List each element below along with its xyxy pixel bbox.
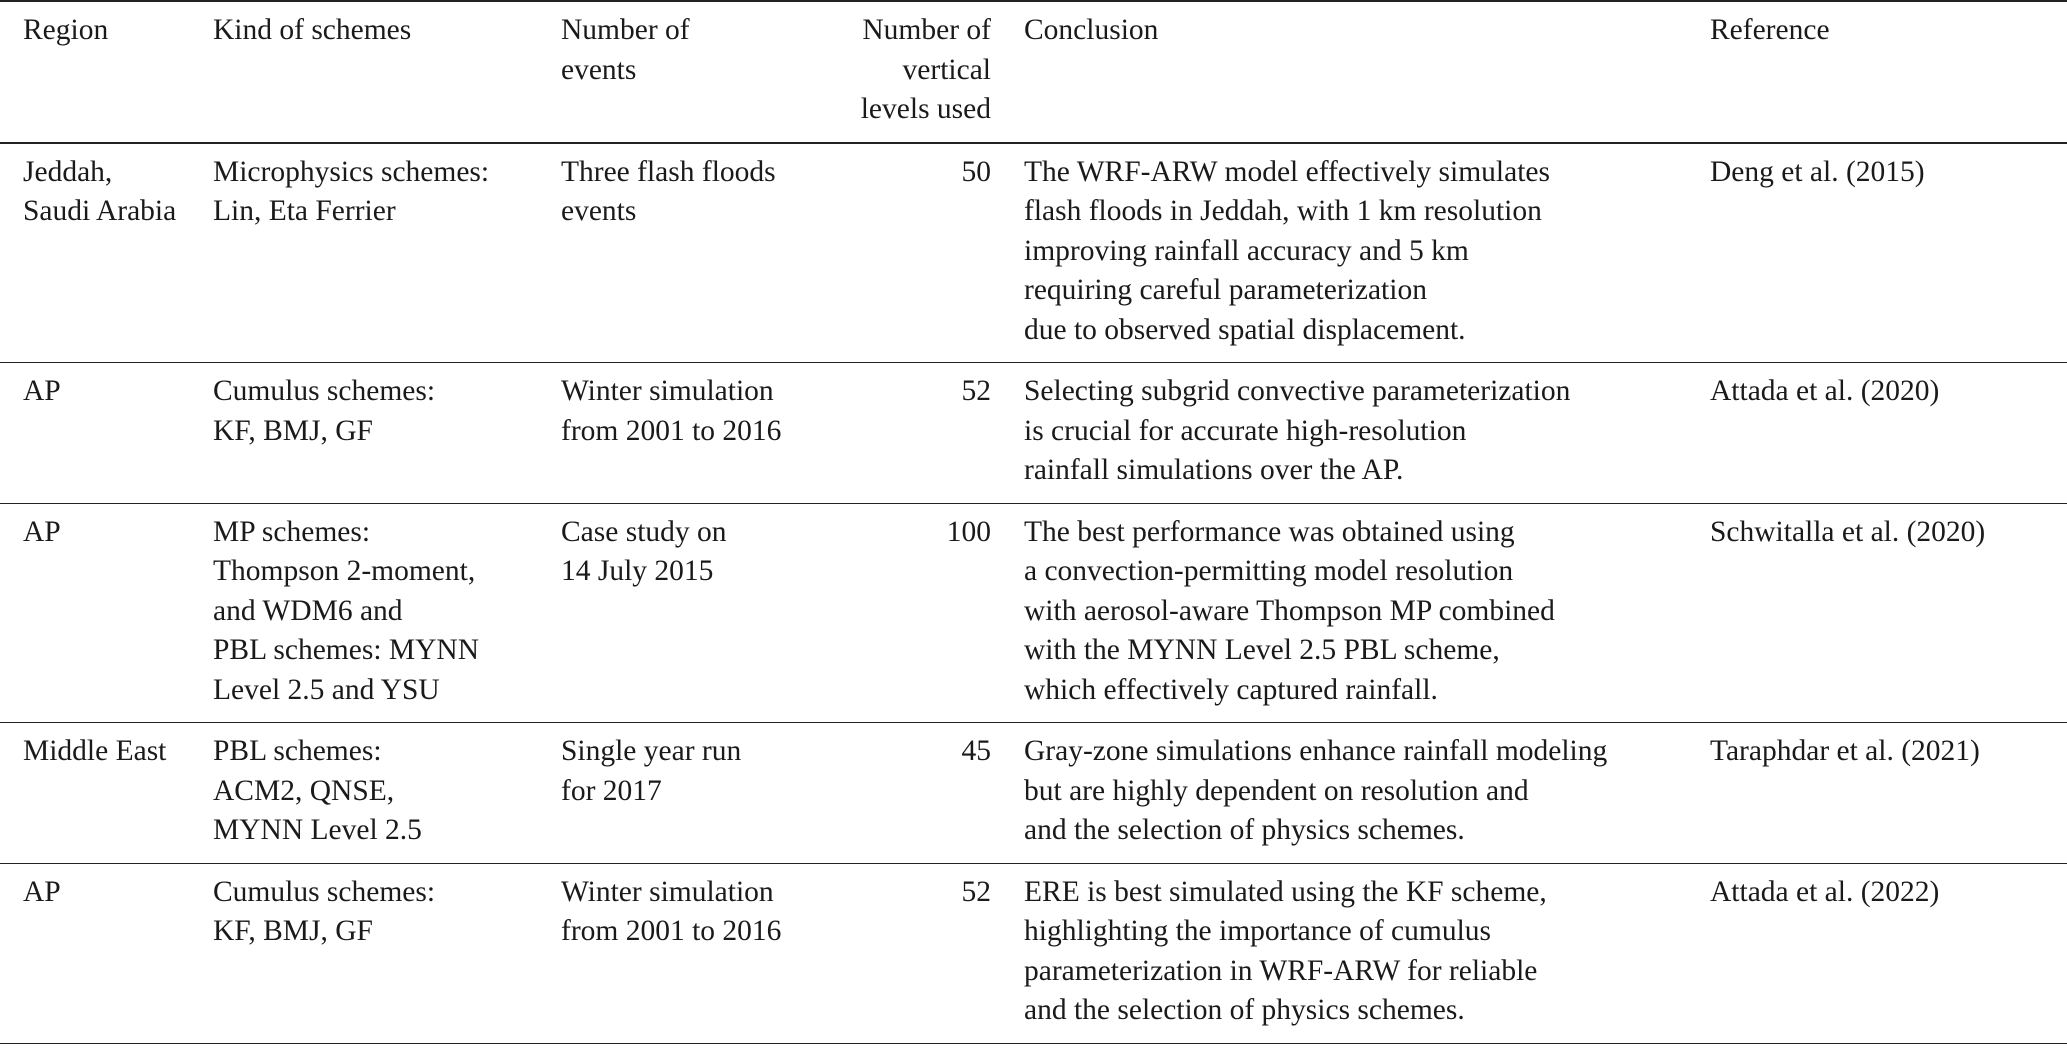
cell-conclusion: Gray-zone simulations enhance rainfall modeling but are highly dependent on resolution and and the selection of physics schemes. bbox=[1024, 735, 1608, 846]
cell-region: AP bbox=[23, 875, 61, 908]
cell-schemes: Microphysics schemes: Lin, Eta Ferrier bbox=[213, 155, 490, 227]
header-number-of-events: Number of events bbox=[561, 14, 690, 86]
cell-events: Single year run for 2017 bbox=[561, 735, 742, 807]
table-row bbox=[0, 143, 2067, 363]
cell-conclusion: The WRF-ARW model effectively simulates flash floods in Jeddah, with 1 km resolution improving rainfall accuracy and 5 km requiring careful parameterization due to observed spatial displacement. bbox=[1024, 155, 1550, 346]
cell-levels: 52 bbox=[961, 875, 991, 908]
cell-schemes: MP schemes: Thompson 2-moment, and WDM6 and PBL schemes: MYNN Level 2.5 and YSU bbox=[213, 515, 480, 706]
table-row bbox=[0, 363, 2067, 504]
header-vertical-levels: Number of vertical levels used bbox=[860, 14, 991, 125]
table-header-row bbox=[0, 1, 2067, 143]
cell-events: Winter simulation from 2001 to 2016 bbox=[561, 875, 782, 947]
table-row bbox=[0, 503, 2067, 723]
header-conclusion: Conclusion bbox=[1024, 14, 1159, 46]
cell-region: AP bbox=[23, 375, 61, 407]
cell-reference: Attada et al. (2020) bbox=[1710, 375, 1940, 407]
cell-schemes: PBL schemes: ACM2, QNSE, MYNN Level 2.5 bbox=[213, 735, 422, 846]
cell-events: Three flash floods events bbox=[561, 155, 776, 227]
cell-conclusion: The best performance was obtained using a convection-permitting model resolution with aerosol-aware Thompson MP combined with the MYNN Level 2.5 PBL scheme, which effectively captured rainfall. bbox=[1024, 515, 1555, 706]
cell-schemes: Cumulus schemes: KF, BMJ, GF bbox=[213, 875, 436, 947]
cell-reference: Deng et al. (2015) bbox=[1710, 155, 1925, 188]
header-reference: Reference bbox=[1710, 14, 1830, 46]
cell-reference: Schwitalla et al. (2020) bbox=[1710, 515, 1986, 548]
cell-schemes: Cumulus schemes: KF, BMJ, GF bbox=[213, 375, 436, 447]
cell-levels: 52 bbox=[961, 375, 991, 407]
cell-region: Jeddah, Saudi Arabia bbox=[23, 155, 177, 227]
cell-conclusion: ERE is best simulated using the KF scheme, highlighting the importance of cumulus parameterization in WRF-ARW for reliable and the selection of physics schemes. bbox=[1024, 875, 1547, 1026]
header-region: Region bbox=[23, 14, 109, 46]
table-row bbox=[0, 863, 2067, 1043]
cell-levels: 45 bbox=[961, 735, 991, 767]
table-row bbox=[0, 723, 2067, 864]
header-kind-of-schemes: Kind of schemes bbox=[213, 14, 412, 46]
cell-region: Middle East bbox=[23, 735, 167, 767]
cell-region: AP bbox=[23, 515, 61, 548]
cell-reference: Taraphdar et al. (2021) bbox=[1710, 735, 1980, 767]
cell-events: Winter simulation from 2001 to 2016 bbox=[561, 375, 782, 447]
cell-levels: 50 bbox=[961, 155, 991, 188]
cell-levels: 100 bbox=[946, 515, 991, 548]
cell-reference: Attada et al. (2022) bbox=[1710, 875, 1940, 908]
cell-conclusion: Selecting subgrid convective parameterization is crucial for accurate high-resolution rainfall simulations over the AP. bbox=[1024, 375, 1571, 486]
cell-events: Case study on 14 July 2015 bbox=[561, 515, 727, 587]
